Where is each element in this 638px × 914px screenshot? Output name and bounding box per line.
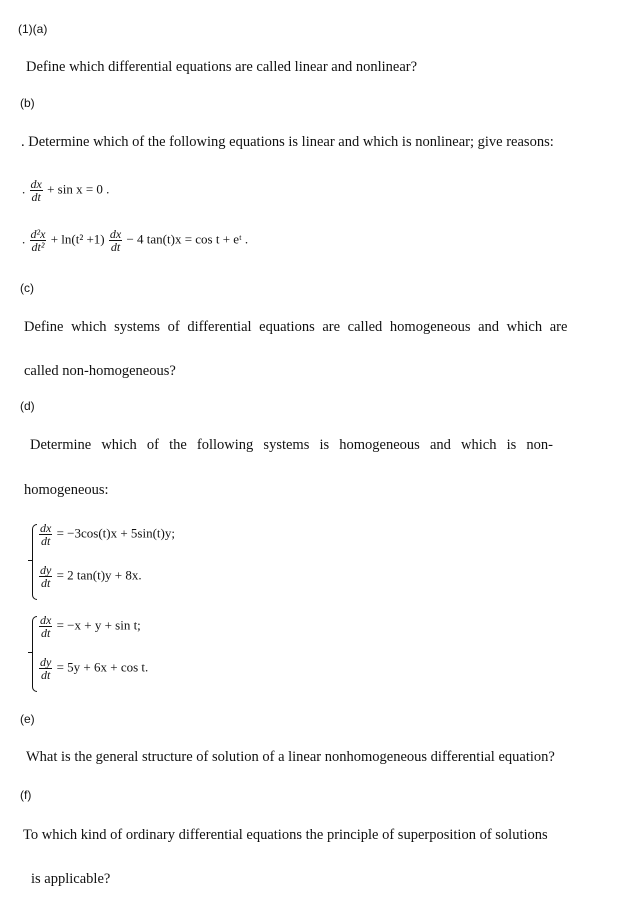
sys1-l1-rest: = −3cos(t)x + 5sin(t)y; [56,525,175,541]
question-d-line-2: homogeneous: [24,482,109,498]
equation-1 [22,178,109,203]
eq1-fraction [30,178,43,203]
sys2-l2-fraction [39,656,52,681]
question-d-line-1: Determine which of the following systems is homogeneous and which is non- [30,437,553,453]
question-b: . Determine which of the following equations is linear and which is nonlinear; give reasons: [21,134,554,150]
sys1-l2-denominator: dt [40,576,51,590]
system-2-brace-tip [28,652,32,655]
label-d: (d) [20,399,35,413]
label-f: (f) [20,788,32,802]
eq1-numerator: dx [30,177,42,191]
question-c-line-1 [24,318,568,336]
question-e: What is the general structure of solution of a linear nonhomogeneous differential equation? [26,749,555,765]
eq1-bullet: . [22,181,26,197]
sys1-l2-fraction [39,564,52,589]
sys1-l1-numerator: dx [40,521,52,535]
eq2-fraction-2 [109,228,122,253]
system-1-line-2 [38,564,142,589]
sys2-l2-rest: = 5y + 6x + cos t. [56,659,149,675]
system-1-brace-tip [28,560,32,563]
sys2-l1-fraction [39,614,52,639]
label-e: (e) [20,712,35,726]
question-c-line-2: called non-homogeneous? [24,363,176,379]
eq2-denominator-1: dt² [31,240,45,254]
system-2-line-1 [38,614,141,639]
sys2-l1-rest: = −x + y + sin t; [56,617,141,633]
sys2-l2-numerator: dy [40,655,52,669]
eq1-rest: + sin x = 0 . [47,181,110,197]
system-2-line-2 [38,656,148,681]
system-1-brace [32,524,37,600]
system-1-line-1 [38,522,175,547]
sys2-l1-denominator: dt [40,626,51,640]
eq2-middle: + ln(t² +1) [50,231,105,247]
eq2-numerator-1: d²x [30,227,46,241]
system-1 [28,522,268,602]
sys1-l2-rest: = 2 tan(t)y + 8x. [56,567,142,583]
sys2-l2-denominator: dt [40,668,51,682]
sys1-l2-numerator: dy [40,563,52,577]
question-f-line-2: is applicable? [31,871,111,887]
label-a: (1)(a) [18,22,48,36]
eq1-denominator: dt [31,190,41,204]
eq2-rest: − 4 tan(t)x = cos t + eᵗ . [126,231,249,247]
question-a: Define which differential equations are called linear and nonlinear? [26,59,418,75]
system-2-brace [32,616,37,692]
label-c: (c) [20,281,34,295]
label-b: (b) [20,96,35,110]
eq2-bullet: . [22,231,26,247]
sys2-l1-numerator: dx [40,613,52,627]
question-f-line-1: To which kind of ordinary differential equations the principle of superposition of solutions [23,827,548,843]
eq2-denominator-2: dt [110,240,121,254]
eq2-fraction-1 [30,228,47,253]
sys1-l1-fraction [39,522,52,547]
equation-2 [22,228,248,253]
sys1-l1-denominator: dt [40,534,51,548]
system-2 [28,614,268,694]
eq2-numerator-2: dx [109,227,122,241]
question-c-line-1-text: Define which systems of differential equations are called homogeneous and which are [24,319,568,335]
